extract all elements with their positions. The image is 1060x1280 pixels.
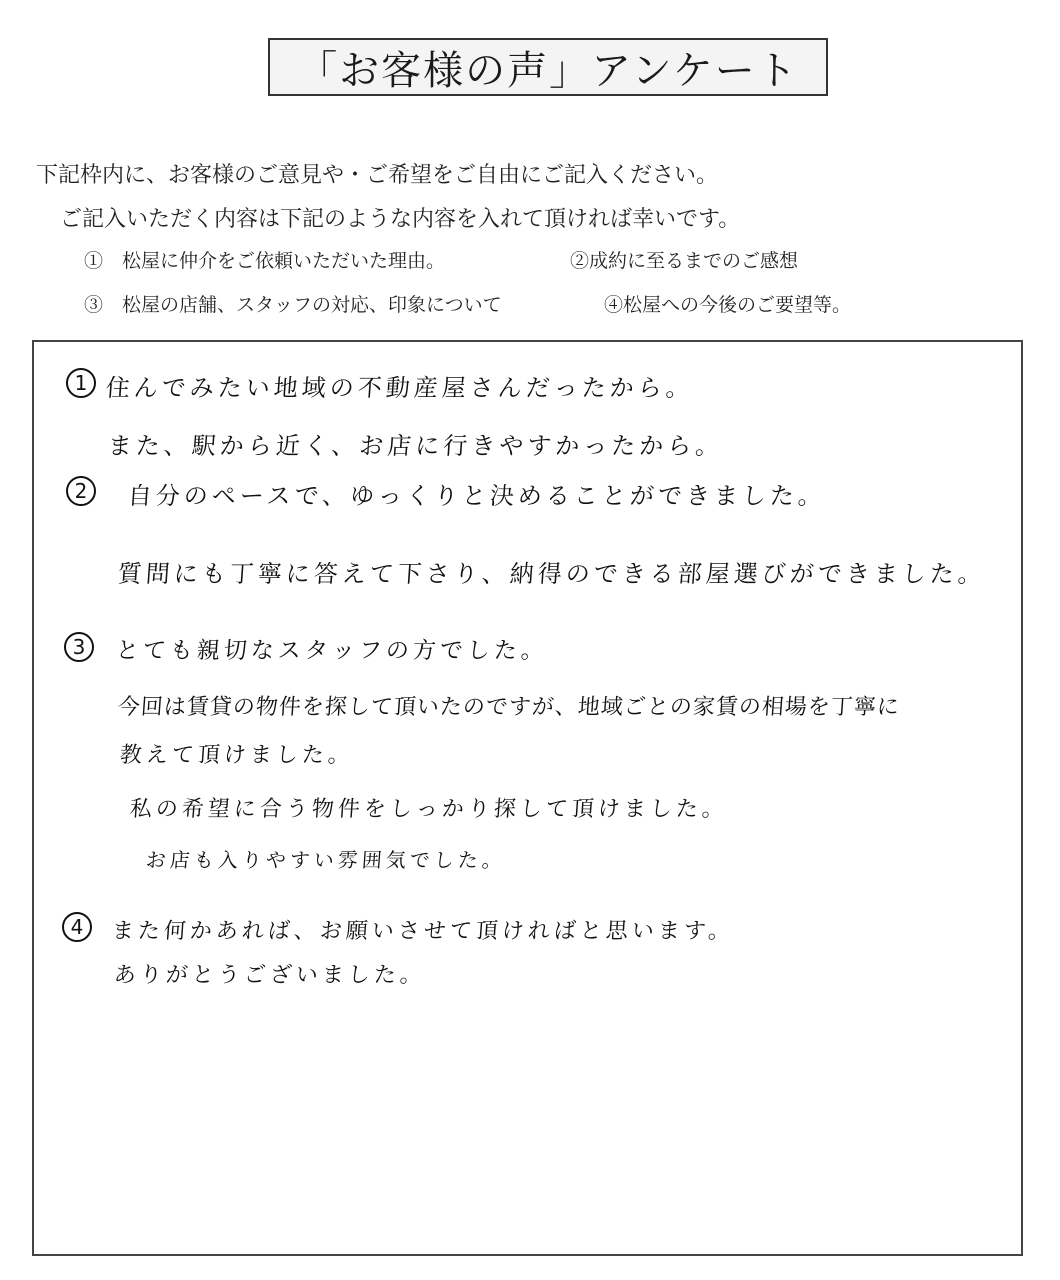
topic-item-2: ②成約に至るまでのご感想 (570, 250, 799, 272)
answer-box (32, 340, 1023, 1256)
instruction-line-1: 下記枠内に、お客様のご意見や・ご希望をご自由にご記入ください。 (36, 163, 719, 188)
answer-3-line-4: 私の希望に合う物件をしっかり探して頂けました。 (128, 797, 729, 822)
answer-1-line-2: また、駅から近く、お店に行きやすかったから。 (106, 432, 725, 460)
answer-3-line-1: とても親切なスタッフの方でした。 (114, 638, 549, 664)
answer-4-line-2: ありがとうございました。 (112, 963, 427, 988)
topic-item-4: ④松屋への今後のご要望等。 (604, 294, 852, 316)
topic-item-3: ③ 松屋の店舗、スタッフの対応、印象について (84, 294, 502, 316)
answer-4-number: 4 (62, 912, 92, 942)
answer-3-line-2: 今回は賃貸の物件を探して頂いたのですが、地域ごとの家賃の相場を丁寧に (116, 695, 901, 720)
answer-3-number: 3 (64, 632, 94, 662)
instruction-line-2: ご記入いただく内容は下記のような内容を入れて頂ければ幸いです。 (60, 207, 741, 232)
answer-2-line-1: 自分のペースで、ゆっくりと決めることができました。 (126, 482, 827, 510)
answer-2-number: 2 (66, 476, 96, 506)
answer-1-number: 1 (66, 368, 96, 398)
answer-4-line-1: また何かあれば、お願いさせて頂ければと思います。 (110, 919, 735, 944)
survey-title: 「お客様の声」アンケート (268, 38, 828, 96)
answer-3-line-3: 教えて頂けました。 (118, 743, 355, 768)
topic-item-1: ① 松屋に仲介をご依頼いただいた理由。 (84, 250, 446, 272)
answer-1-line-1: 住んでみたい地域の不動産屋さんだったから。 (104, 374, 695, 402)
answer-2-line-2: 質問にも丁寧に答えて下さり、納得のできる部屋選びができました。 (116, 560, 987, 588)
answer-3-line-5: お店も入りやすい雰囲気でした。 (145, 848, 507, 872)
